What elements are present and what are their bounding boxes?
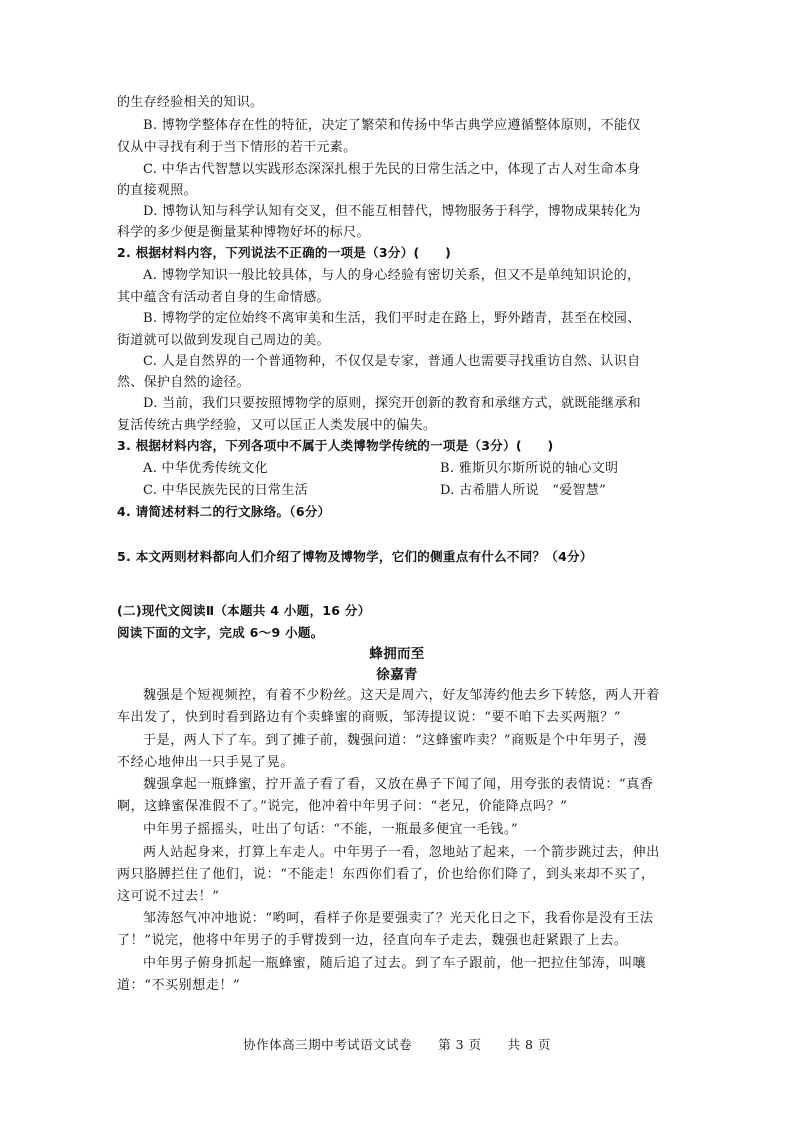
question-5: 5. 本文两则材料都向人们介绍了博物及博物学，它们的侧重点有什么不同？（4分） <box>117 549 593 564</box>
text-line: 其中蕴含有活动者自身的生命情感。 <box>117 290 330 305</box>
story-paragraph-line: 啊，这蜂蜜保准假不了。”说完，他冲着中年男子问：“老兄，价能降点吗？” <box>117 799 568 814</box>
option-d: D. 古希腊人所说 “爱智慧” <box>440 483 607 498</box>
story-paragraph-line: 中年男子俯身抓起一瓶蜂蜜，随后追了过去。到了车子跟前，他一把拉住邹涛，叫嚷 <box>143 956 647 971</box>
question-3-stem: 3. 根据材料内容，下列各项中不属于人类博物学传统的一项是（3分）( ) <box>117 438 554 453</box>
option-d-line: D. 当前，我们只要按照博物学的原则，探究开创新的教育和承继方式，就既能继承和 <box>143 396 641 411</box>
option-b-line: B. 博物学的定位始终不离审美和生活，我们平时走在路上，野外踏青，甚至在校园、 <box>143 311 641 326</box>
option-c-line: C. 中华古代智慧以实践形态深深扎根于先民的日常生活之中，体现了古人对生命本身 <box>143 162 641 177</box>
story-paragraph-line: 两只胳膊拦住了他们，说：“不能走！东西你们看了，价也给你们降了，到头来却不买了， <box>117 867 655 882</box>
question-2-stem: 2. 根据材料内容，下列说法不正确的一项是（3分）( ) <box>117 245 452 260</box>
story-paragraph-line: 了！”说完，他将中年男子的手臂拨到一边，径直向车子走去，魏强也赶紧跟了上去。 <box>117 933 628 948</box>
story-paragraph-line: 这可说不过去！” <box>117 889 220 904</box>
reading-instruction: 阅读下面的文字，完成 6～9 小题。 <box>117 625 324 640</box>
story-paragraph-line: 两人站起身来，打算上车走人。中年男子一看，忽地站了起来，一个箭步跳过去，伸出 <box>143 845 660 860</box>
story-paragraph-line: 邹涛怒气冲冲地说：“哟呵，看样子你是要强卖了？光天化日之下，我看你是没有王法 <box>143 911 654 926</box>
story-paragraph-line: 魏强是个短视频控，有着不少粉丝。这天是周六，好友邹涛约他去乡下转悠，两人开着 <box>143 688 660 703</box>
story-title: 蜂拥而至 <box>369 646 425 662</box>
option-a: A. 中华优秀传统文化 <box>143 461 268 476</box>
option-b: B. 雅斯贝尔斯所说的轴心文明 <box>440 461 619 476</box>
story-paragraph-line: 不经心地伸出一只手晃了晃。 <box>117 755 294 770</box>
text-line: 的生存经验相关的知识。 <box>117 95 264 110</box>
text-line: 复活传统古典学经验，又可以匡正人类发展中的偏失。 <box>117 418 437 433</box>
story-paragraph-line: 于是，两人下了车。到了摊子前，魏强问道：“这蜂蜜咋卖？”商贩是个中年男子，漫 <box>143 733 648 748</box>
text-line: 科学的多少便是衡量某种博物好坏的标尺。 <box>117 225 370 240</box>
story-paragraph-line: 道：“不买别想走！” <box>117 978 241 993</box>
page-footer: 协作体高三期中考试语文试卷 第 3 页 共 8 页 <box>243 1037 551 1052</box>
option-c: C. 中华民族先民的日常生活 <box>143 483 308 498</box>
text-line: 仅从中寻找有利于当下情形的若干元素。 <box>117 140 357 155</box>
text-line: 然、保护自然的途径。 <box>117 375 251 390</box>
story-author: 徐嘉青 <box>376 667 418 683</box>
question-4: 4. 请简述材料二的行文脉络。（6分） <box>117 504 331 519</box>
story-paragraph-line: 车出发了，快到时看到路边有个卖蜂蜜的商贩，邹涛提议说：“要不咱下去买两瓶？” <box>117 710 622 725</box>
option-b-line: B. 博物学整体存在性的特征，决定了繁荣和传扬中华古典学应遵循整体原则，不能仅 <box>143 118 641 133</box>
text-line: 街道就可以做到发现自己周边的美。 <box>117 333 330 348</box>
option-a-line: A. 博物学知识一般比较具体，与人的身心经验有密切关系，但又不是单纯知识论的， <box>143 268 641 283</box>
text-line: 的直接观照。 <box>117 183 197 198</box>
story-paragraph-line: 中年男子摇摇头，吐出了句话：“不能，一瓶最多便宜一毛钱。” <box>143 822 519 837</box>
option-c-line: C. 人是自然界的一个普通物种，不仅仅是专家，普通人也需要寻找重访自然、认识自 <box>143 354 641 369</box>
option-d-line: D. 博物认知与科学认知有交叉，但不能互相替代，博物服务于科学，博物成果转化为 <box>143 204 641 219</box>
story-paragraph-line: 魏强拿起一瓶蜂蜜，拧开盖子看了看，又放在鼻子下闻了闻，用夸张的表情说：“真香 <box>143 777 654 792</box>
section-heading: (二)现代文阅读Ⅱ（本题共 4 小题，16 分） <box>117 603 371 618</box>
